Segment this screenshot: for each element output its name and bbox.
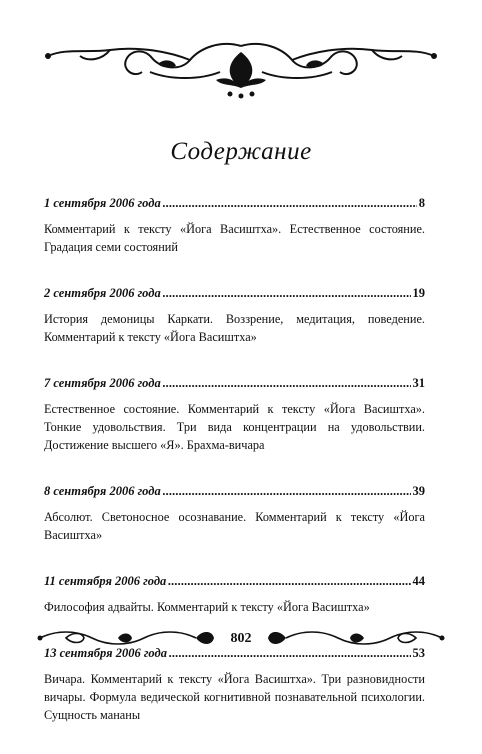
toc-entry-description: Вичара. Комментарий к тексту «Йога Васиштха». Три разновидности вичары. Формула ведической когнитивной познавательной психологии. Сущность мананы [44, 672, 425, 722]
toc-entry [44, 574, 425, 616]
dot-leader [169, 646, 411, 661]
toc-entry [44, 286, 425, 346]
toc-entry [44, 484, 425, 544]
dot-leader [163, 484, 411, 499]
table-of-contents [44, 196, 425, 754]
toc-entry-heading [44, 646, 425, 661]
toc-entry-description: Комментарий к тексту «Йога Васиштха». Естественное состояние. Градация семи состояний [44, 222, 425, 254]
toc-entry-page: 39 [412, 484, 425, 498]
toc-entry-heading [44, 484, 425, 499]
toc-entry-heading [44, 376, 425, 391]
toc-entry-page: 8 [418, 196, 425, 210]
toc-entry-heading [44, 574, 425, 589]
toc-entry-heading [44, 196, 425, 211]
toc-entry-description: Естественное состояние. Комментарий к тексту «Йога Васиштха». Тонкие удовольствия. Три вида концентрации на удовольствии. Достижение высшего «Я». Брахма-вичара [44, 402, 425, 452]
toc-entry-date: 7 сентября 2006 года [44, 376, 161, 390]
dot-leader [163, 286, 411, 301]
dot-leader [168, 574, 410, 589]
toc-entry [44, 196, 425, 256]
toc-entry-date: 13 сентября 2006 года [44, 646, 167, 660]
toc-entry-date: 2 сентября 2006 года [44, 286, 161, 300]
toc-entry-page: 31 [412, 376, 425, 390]
ornament-top [40, 38, 442, 100]
toc-entry-date: 1 сентября 2006 года [44, 196, 161, 210]
toc-entry-date: 8 сентября 2006 года [44, 484, 161, 498]
toc-entry-description: История демоницы Каркати. Воззрение, медитация, поведение. Комментарий к тексту «Йога Васиштха» [44, 312, 425, 344]
toc-entry-page: 44 [412, 574, 425, 588]
toc-entry-page: 19 [412, 286, 425, 300]
toc-entry-description: Абсолют. Светоносное осознавание. Комментарий к тексту «Йога Васиштха» [44, 510, 425, 542]
toc-entry [44, 646, 425, 724]
toc-entry-heading [44, 286, 425, 301]
toc-entry-page: 53 [412, 646, 425, 660]
dot-leader [163, 196, 417, 211]
toc-entry-date: 11 сентября 2006 года [44, 574, 167, 588]
toc-entry [44, 376, 425, 454]
toc-entry-description: Философия адвайты. Комментарий к тексту «Йога Васиштха» [44, 600, 370, 614]
dot-leader [163, 376, 411, 391]
page-title: Содержание [170, 138, 312, 165]
page-number: 802 [230, 631, 252, 646]
